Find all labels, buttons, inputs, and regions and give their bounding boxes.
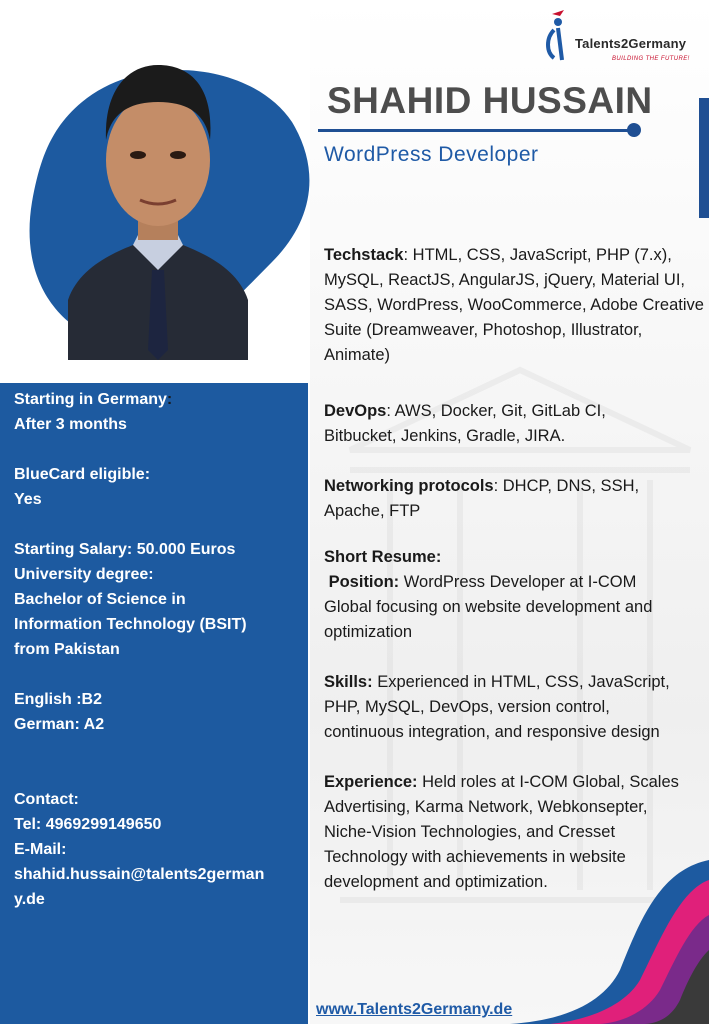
degree-line-2: Information Technology (BSIT) [14,616,247,633]
bluecard-label: BlueCard eligible: [14,466,151,483]
bluecard-value: Yes [14,491,42,508]
devops-section [324,399,654,449]
starting-line [14,387,172,412]
decorative-swooshes [510,860,709,1024]
networking-section [324,474,684,524]
email-label: E-Mail: [14,841,67,858]
email-line-2[interactable]: y.de [14,891,45,908]
skills-text: Experienced in HTML, CSS, JavaScript, PHP, MySQL, DevOps, version control, continuous integration, and responsive design [324,673,670,741]
position-section [324,570,684,645]
phone-number: Tel: 4969299149650 [14,816,162,833]
skills-section [324,670,684,745]
position-label: Position: [328,573,400,591]
techstack-text: : HTML, CSS, JavaScript, PHP (7.x), MySQL, ReactJS, AngularJS, jQuery, Material UI, SASS, WordPress, WooCommerce, Adobe Creative Suite (Dreamweaver, Photoshop, Illustrator, Animate) [324,246,704,364]
starting-salary: Starting Salary: 50.000 Euros [14,541,236,558]
degree-line-3: from Pakistan [14,641,120,658]
german-level: German: A2 [14,716,105,733]
degree-label: University degree: [14,566,154,583]
devops-text: : AWS, Docker, Git, GitLab CI, Bitbucket, Jenkins, Gradle, JIRA. [324,402,606,445]
candidate-name: SHAHID HUSSAIN [327,80,653,121]
accent-bar [699,98,709,218]
networking-label: Networking protocols [324,477,494,495]
title-divider [318,129,634,132]
title-divider-dot [627,123,641,137]
logo-tagline: BUILDING THE FUTURE! [612,56,690,62]
logo-name: Talents2Germany [575,36,687,51]
resume-heading [324,545,709,570]
website-link[interactable]: www.Talents2Germany.de [316,1001,513,1018]
position-text: WordPress Developer at I-COM Global focusing on website development and optimization [324,573,653,641]
portrait-photo [58,30,258,360]
starting-colon: : [166,391,173,408]
networking-text: : DHCP, DNS, SSH, Apache, FTP [324,477,640,520]
contact-label: Contact: [14,791,79,808]
skills-label: Skills: [324,673,373,691]
experience-label: Experience: [324,773,418,791]
starting-label: Starting in Germany [14,391,167,408]
techstack-section [324,243,704,368]
job-title: WordPress Developer [324,143,539,166]
resume-label: Short Resume: [324,548,442,566]
degree-line-1: Bachelor of Science in [14,591,186,608]
experience-text: Held roles at I-COM Global, Scales Advertising, Karma Network, Webkonsepter, Niche-Vision Technologies, and Cresset Technology with achievements in website development and optimization. [324,773,679,891]
info-panel [0,383,308,1024]
techstack-label: Techstack [324,246,404,264]
email-line-1[interactable]: shahid.hussain@talents2german [14,866,265,883]
starting-value: After 3 months [14,416,127,433]
english-level: English :B2 [14,691,103,708]
devops-label: DevOps [324,402,387,420]
